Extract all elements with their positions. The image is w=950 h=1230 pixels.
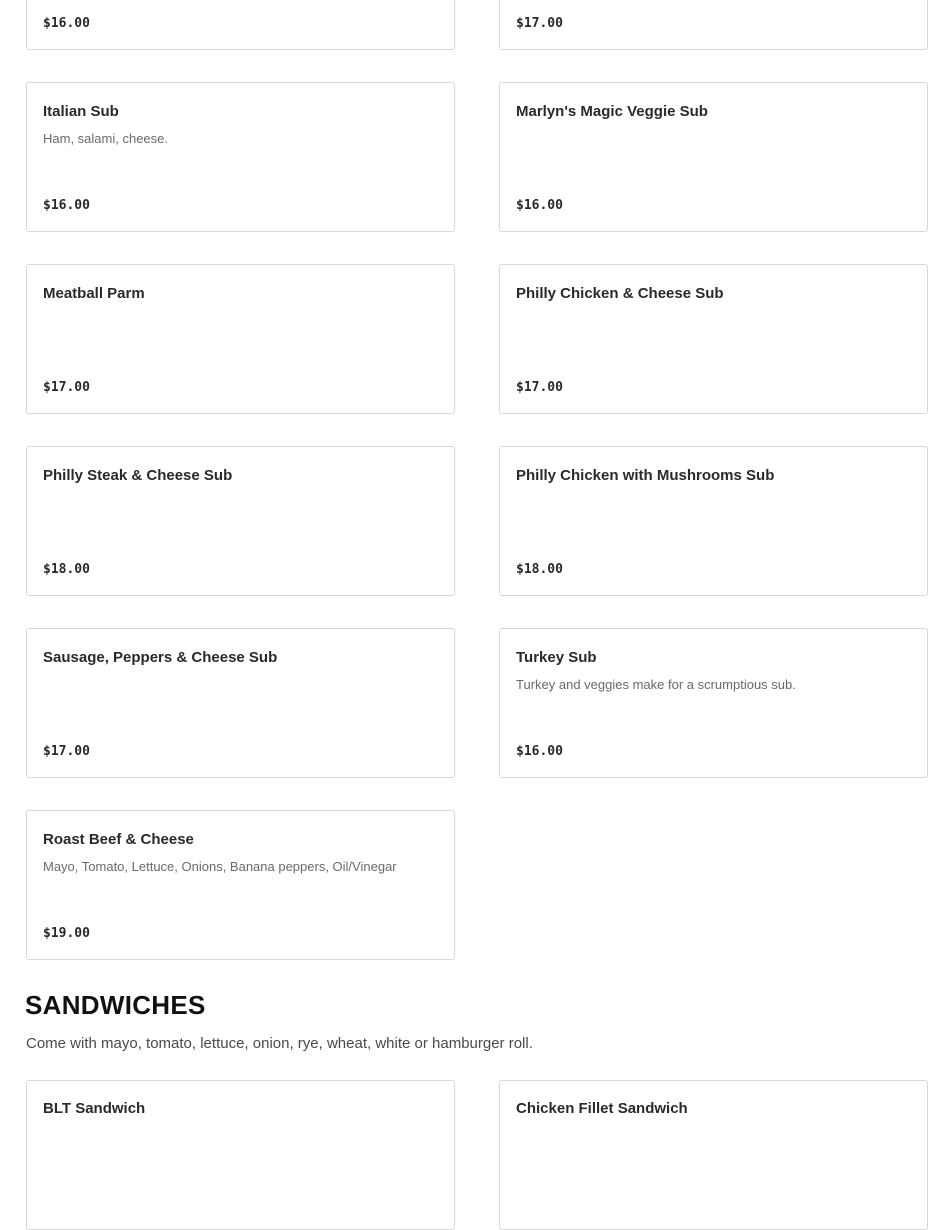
- menu-item-price: $18.00: [516, 562, 563, 577]
- menu-item-name: Italian Sub: [43, 103, 119, 120]
- menu-item-price: $19.00: [43, 926, 90, 941]
- menu-item-name: BLT Sandwich: [43, 1100, 146, 1117]
- menu-item-name: Marlyn's Magic Veggie Sub: [516, 103, 708, 120]
- section-title-sandwiches: SANDWICHES: [25, 990, 206, 1020]
- menu-item-name: Philly Chicken & Cheese Sub: [516, 285, 724, 302]
- menu-item-description: Turkey and veggies make for a scrumptious sub.: [516, 677, 796, 692]
- menu-item-description: Ham, salami, cheese.: [43, 131, 168, 146]
- menu-item-name: Philly Chicken with Mushrooms Sub: [516, 467, 775, 484]
- menu-item-name: Chicken Fillet Sandwich: [516, 1100, 688, 1117]
- menu-item-card[interactable]: [499, 446, 928, 596]
- menu-item-card[interactable]: [26, 0, 455, 50]
- menu-item-price: $18.00: [43, 562, 90, 577]
- menu-item-card[interactable]: [26, 628, 455, 778]
- menu-item-price: $16.00: [43, 16, 90, 31]
- menu-item-card[interactable]: [499, 628, 928, 778]
- menu-item-price: $17.00: [43, 380, 90, 395]
- menu-item-card[interactable]: [26, 810, 455, 960]
- menu-item-card[interactable]: [499, 1080, 928, 1230]
- menu-item-card[interactable]: [26, 1080, 455, 1230]
- menu-item-card[interactable]: [26, 264, 455, 414]
- menu-item-price: $17.00: [43, 744, 90, 759]
- menu-item-card[interactable]: [499, 0, 928, 50]
- menu-item-name: Sausage, Peppers & Cheese Sub: [43, 649, 278, 666]
- menu-item-name: Meatball Parm: [43, 285, 145, 302]
- menu-item-card[interactable]: [26, 446, 455, 596]
- menu-item-card[interactable]: [499, 264, 928, 414]
- section-description: Come with mayo, tomato, lettuce, onion, rye, wheat, white or hamburger roll.: [26, 1035, 533, 1052]
- menu-item-price: $16.00: [516, 744, 563, 759]
- menu-item-card[interactable]: [26, 82, 455, 232]
- menu-item-card[interactable]: [499, 82, 928, 232]
- menu-item-name: Roast Beef & Cheese: [43, 831, 194, 848]
- menu-item-price: $17.00: [516, 380, 563, 395]
- menu-item-price: $16.00: [43, 198, 90, 213]
- menu-item-price: $16.00: [516, 198, 563, 213]
- menu-item-price: $17.00: [516, 16, 563, 31]
- menu-item-description: Mayo, Tomato, Lettuce, Onions, Banana peppers, Oil/Vinegar: [43, 859, 397, 874]
- menu-item-name: Philly Steak & Cheese Sub: [43, 467, 233, 484]
- menu-item-name: Turkey Sub: [516, 649, 597, 666]
